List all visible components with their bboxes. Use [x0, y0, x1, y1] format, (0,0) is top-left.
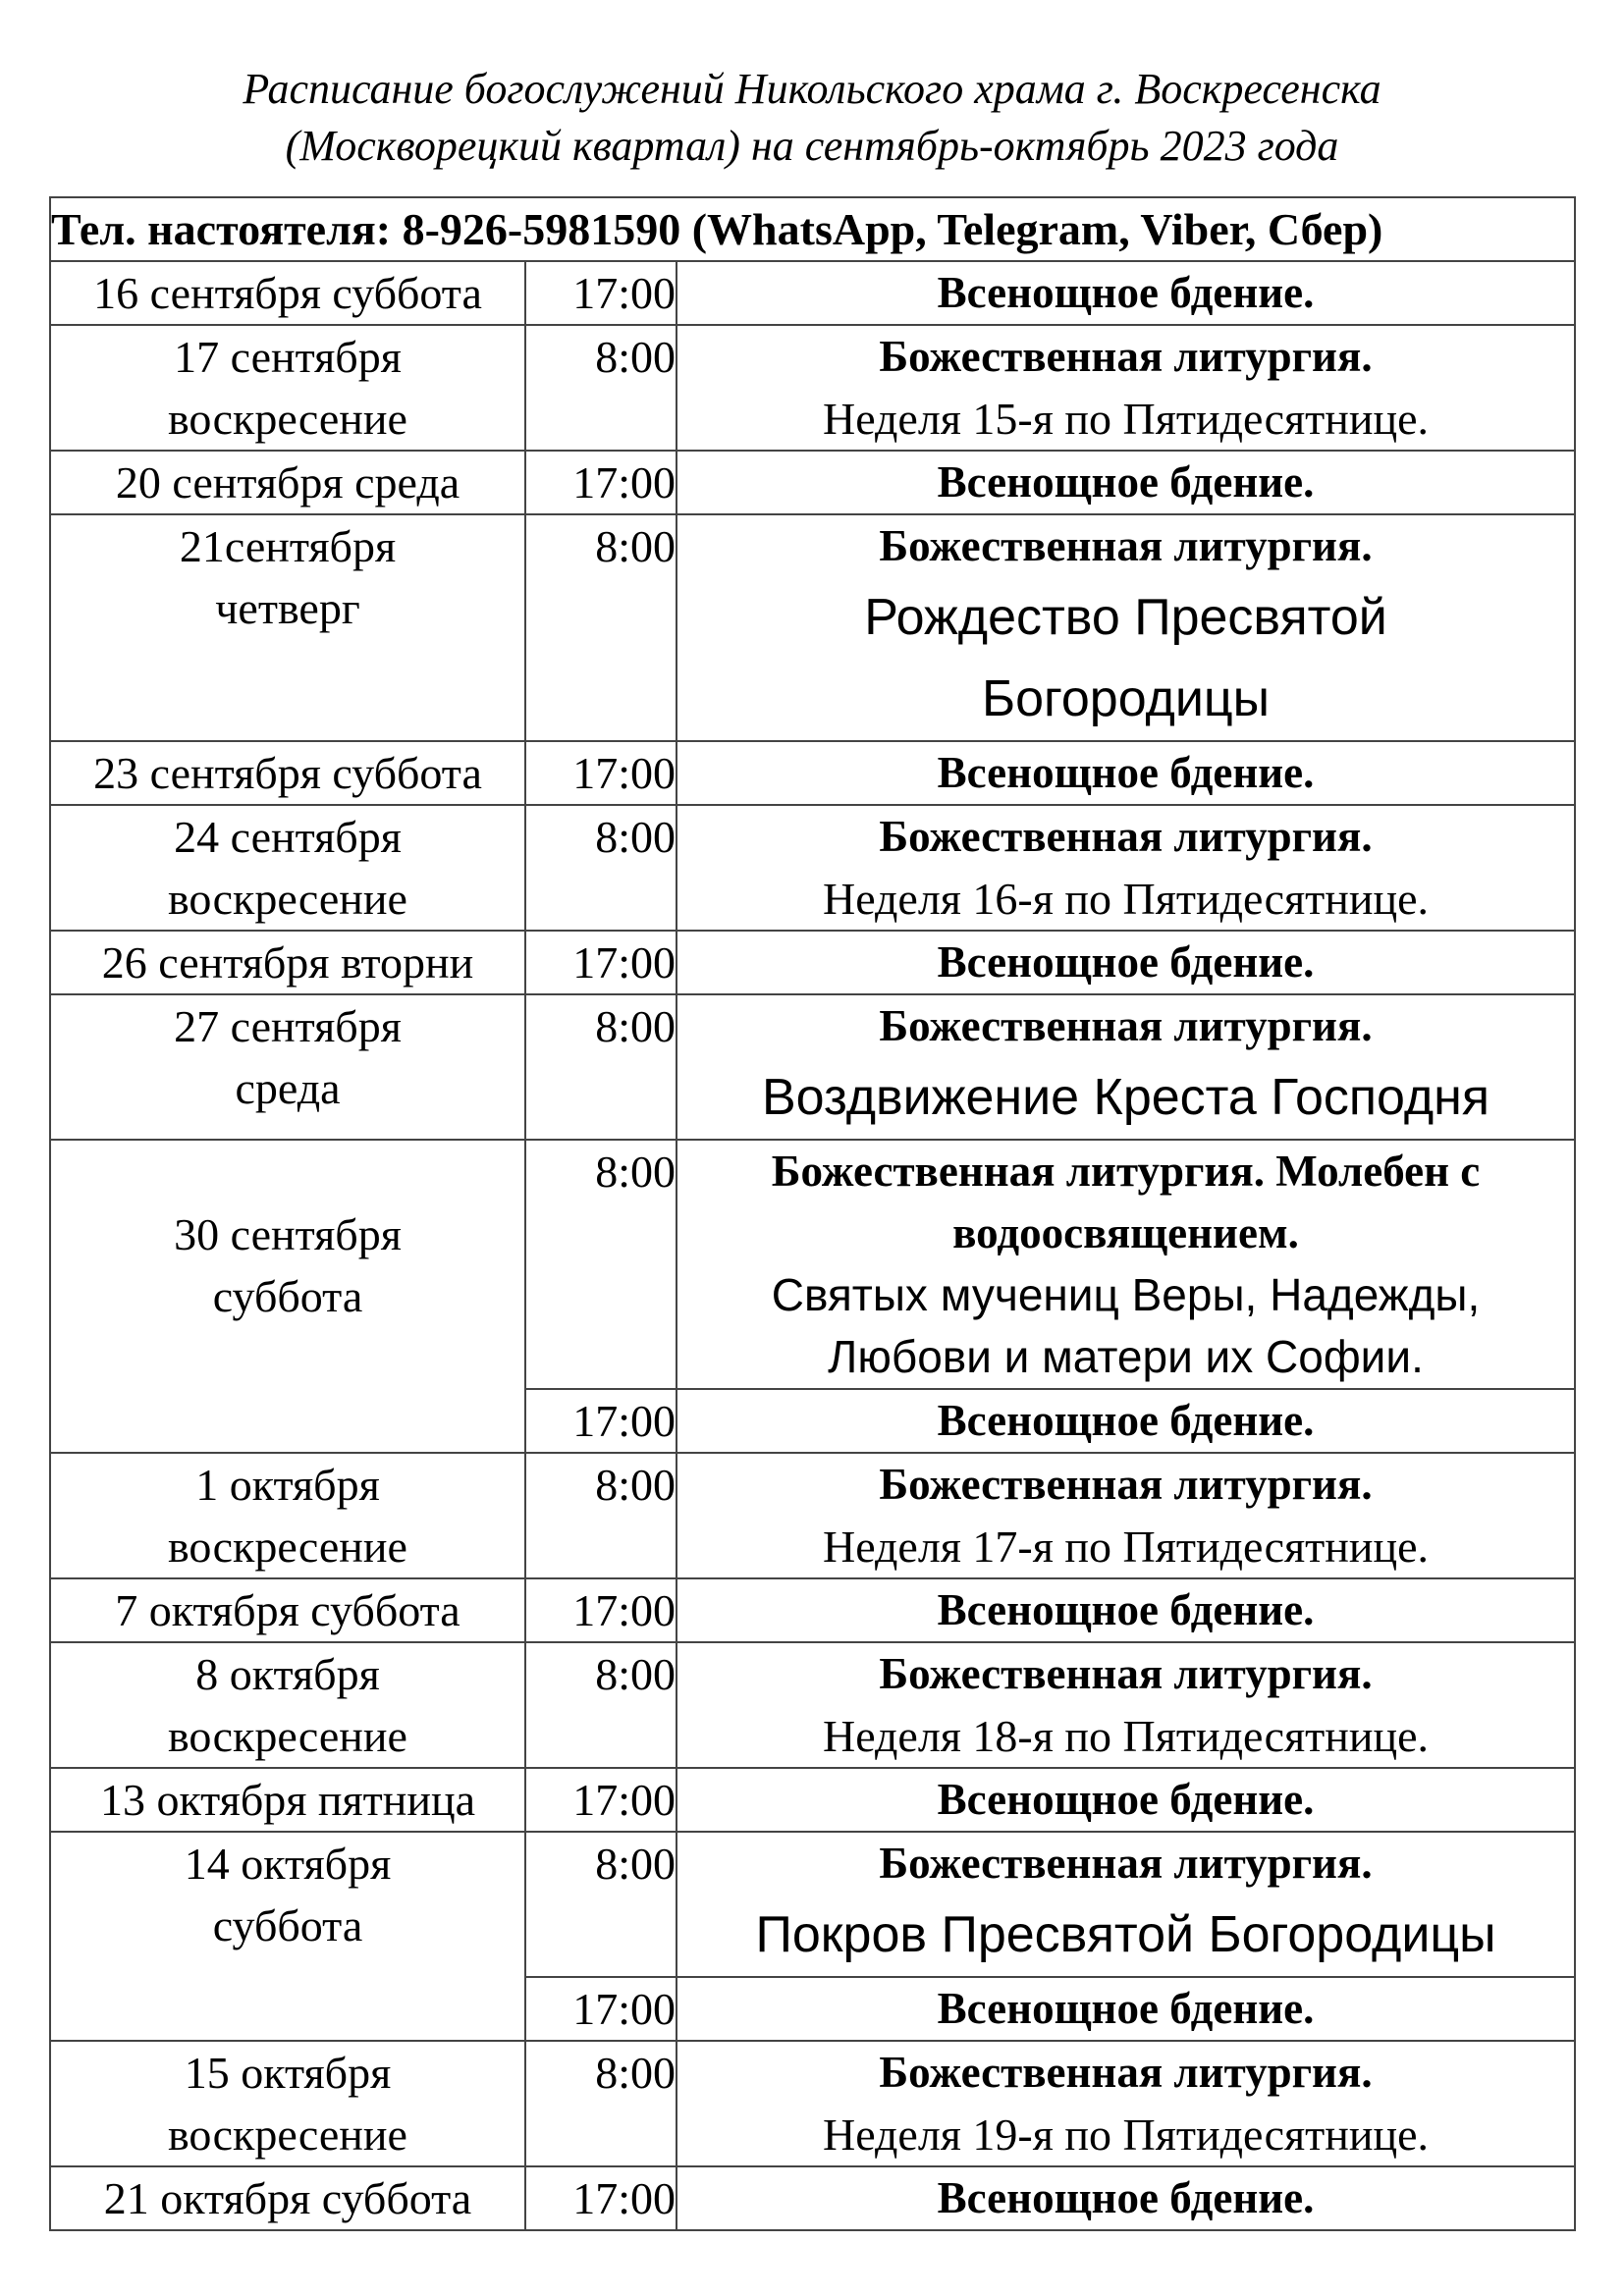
date-day: 15 октября: [184, 2048, 392, 2098]
table-row: [50, 451, 1575, 514]
date-weekday: суббота: [212, 1900, 363, 1950]
date-day: 21сентября: [179, 521, 397, 571]
table-row: [50, 741, 1575, 805]
date-cell: [50, 514, 525, 741]
service-cell: [677, 1453, 1575, 1578]
time-cell: 8:00: [525, 1453, 677, 1578]
schedule-table: [49, 196, 1576, 2231]
date-day: 30 сентября: [174, 1209, 402, 1259]
feast-name-line-1: Святых мучениц Веры, Надежды,: [771, 1269, 1481, 1320]
time-cell: 17:00: [525, 741, 677, 805]
time-cell: 17:00: [525, 261, 677, 325]
date-cell: 7 октября суббота: [50, 1578, 525, 1642]
date-cell: 21 октября суббота: [50, 2166, 525, 2230]
title-line-1: Расписание богослужений Никольского храма г. Воскресенска: [243, 65, 1381, 113]
service-name: Божественная литургия.: [879, 1649, 1373, 1698]
service-name: Всенощное бдение.: [937, 268, 1315, 317]
service-cell: [677, 2166, 1575, 2230]
table-row: [50, 1832, 1575, 1977]
service-name: Всенощное бдение.: [937, 1585, 1315, 1634]
service-cell: [677, 931, 1575, 994]
date-weekday: воскресение: [168, 1522, 407, 1572]
service-name-line-1: Божественная литургия. Молебен с: [771, 1147, 1481, 1196]
time-cell: 8:00: [525, 805, 677, 931]
service-note: Неделя 18-я по Пятидесятнице.: [822, 1711, 1430, 1761]
date-day: 8 октября: [195, 1649, 380, 1699]
service-name: Всенощное бдение.: [937, 1775, 1315, 1824]
table-row: [50, 1578, 1575, 1642]
service-cell: [677, 261, 1575, 325]
service-name: Всенощное бдение.: [937, 937, 1315, 987]
table-row: [50, 931, 1575, 994]
table-row: [50, 325, 1575, 451]
time-cell: 17:00: [525, 2166, 677, 2230]
table-row: [50, 805, 1575, 931]
service-name: Всенощное бдение.: [937, 457, 1315, 507]
date-cell: 23 сентября суббота: [50, 741, 525, 805]
service-name: Божественная литургия.: [879, 1460, 1373, 1509]
service-name: Всенощное бдение.: [937, 1396, 1315, 1445]
service-name: Всенощное бдение.: [937, 748, 1315, 797]
service-cell: [677, 1140, 1575, 1389]
service-cell: [677, 325, 1575, 451]
date-day: 14 октября: [184, 1839, 392, 1889]
date-cell: [50, 325, 525, 451]
service-cell: [677, 1389, 1575, 1453]
service-name: Всенощное бдение.: [937, 1984, 1315, 2033]
service-cell: [677, 1578, 1575, 1642]
table-row: [50, 261, 1575, 325]
date-cell: 20 сентября среда: [50, 451, 525, 514]
rector-phone: Тел. настоятеля: 8-926-5981590 (WhatsApp, Telegram, Viber, Сбер): [50, 197, 1575, 261]
service-cell: [677, 1832, 1575, 1977]
service-cell: [677, 1768, 1575, 1832]
feast-name: Покров Пресвятой Богородицы: [755, 1906, 1496, 1963]
service-cell: [677, 514, 1575, 741]
service-cell: [677, 1977, 1575, 2041]
service-name: Божественная литургия.: [879, 812, 1373, 861]
date-cell: [50, 2041, 525, 2166]
time-cell: 8:00: [525, 994, 677, 1140]
service-name: Божественная литургия.: [879, 332, 1373, 381]
time-cell: 17:00: [525, 451, 677, 514]
date-cell: [50, 805, 525, 931]
service-cell: [677, 2041, 1575, 2166]
date-weekday: воскресение: [168, 2109, 407, 2160]
date-weekday: среда: [235, 1063, 341, 1113]
table-row: [50, 2166, 1575, 2230]
service-name: Божественная литургия.: [879, 1839, 1373, 1888]
feast-name-line-2: Богородицы: [981, 670, 1271, 727]
service-name: Божественная литургия.: [879, 1001, 1373, 1050]
service-name: Божественная литургия.: [879, 521, 1373, 570]
feast-name: Воздвижение Креста Господня: [761, 1069, 1490, 1126]
time-cell: 8:00: [525, 1642, 677, 1768]
time-cell: 17:00: [525, 1768, 677, 1832]
time-cell: 8:00: [525, 1832, 677, 1977]
feast-name-line-2: Любови и матери их Софии.: [828, 1331, 1424, 1382]
service-note: Неделя 15-я по Пятидесятнице.: [822, 394, 1430, 444]
feast-name-line-1: Рождество Пресвятой: [864, 589, 1387, 646]
date-day: 17 сентября: [174, 332, 402, 382]
date-cell: [50, 1642, 525, 1768]
date-cell: [50, 1832, 525, 2041]
time-cell: 8:00: [525, 325, 677, 451]
service-note: Неделя 19-я по Пятидесятнице.: [822, 2109, 1430, 2160]
date-day: 24 сентября: [174, 812, 402, 862]
date-weekday: суббота: [212, 1271, 363, 1321]
date-weekday: воскресение: [168, 394, 407, 444]
time-cell: 8:00: [525, 1140, 677, 1389]
table-row: [50, 1453, 1575, 1578]
date-cell: 26 сентября вторни: [50, 931, 525, 994]
service-name: Божественная литургия.: [879, 2048, 1373, 2097]
date-cell: [50, 1140, 525, 1453]
table-row: [50, 1140, 1575, 1389]
date-weekday: воскресение: [168, 1711, 407, 1761]
table-row: [50, 1642, 1575, 1768]
service-cell: [677, 1642, 1575, 1768]
date-cell: 13 октября пятница: [50, 1768, 525, 1832]
date-cell: [50, 994, 525, 1140]
time-cell: 17:00: [525, 1977, 677, 2041]
time-cell: 8:00: [525, 514, 677, 741]
table-row: [50, 994, 1575, 1140]
service-name-line-2: водоосвящением.: [952, 1208, 1299, 1257]
table-row: [50, 1768, 1575, 1832]
date-day: 27 сентября: [174, 1001, 402, 1051]
service-name: Всенощное бдение.: [937, 2173, 1315, 2222]
time-cell: 8:00: [525, 2041, 677, 2166]
title-line-2: (Москворецкий квартал) на сентябрь-октябрь 2023 года: [285, 122, 1339, 170]
service-cell: [677, 994, 1575, 1140]
date-cell: [50, 1453, 525, 1578]
service-cell: [677, 805, 1575, 931]
service-note: Неделя 16-я по Пятидесятнице.: [822, 874, 1430, 924]
time-cell: 17:00: [525, 931, 677, 994]
date-day: 1 октября: [195, 1460, 380, 1510]
date-weekday: воскресение: [168, 874, 407, 924]
service-cell: [677, 741, 1575, 805]
time-cell: 17:00: [525, 1578, 677, 1642]
table-row: [50, 2041, 1575, 2166]
page-title: [0, 61, 1624, 175]
table-row: [50, 514, 1575, 741]
phone-row: [50, 197, 1575, 261]
service-cell: [677, 451, 1575, 514]
date-weekday: четверг: [215, 583, 360, 633]
service-note: Неделя 17-я по Пятидесятнице.: [822, 1522, 1430, 1572]
date-cell: 16 сентября суббота: [50, 261, 525, 325]
time-cell: 17:00: [525, 1389, 677, 1453]
